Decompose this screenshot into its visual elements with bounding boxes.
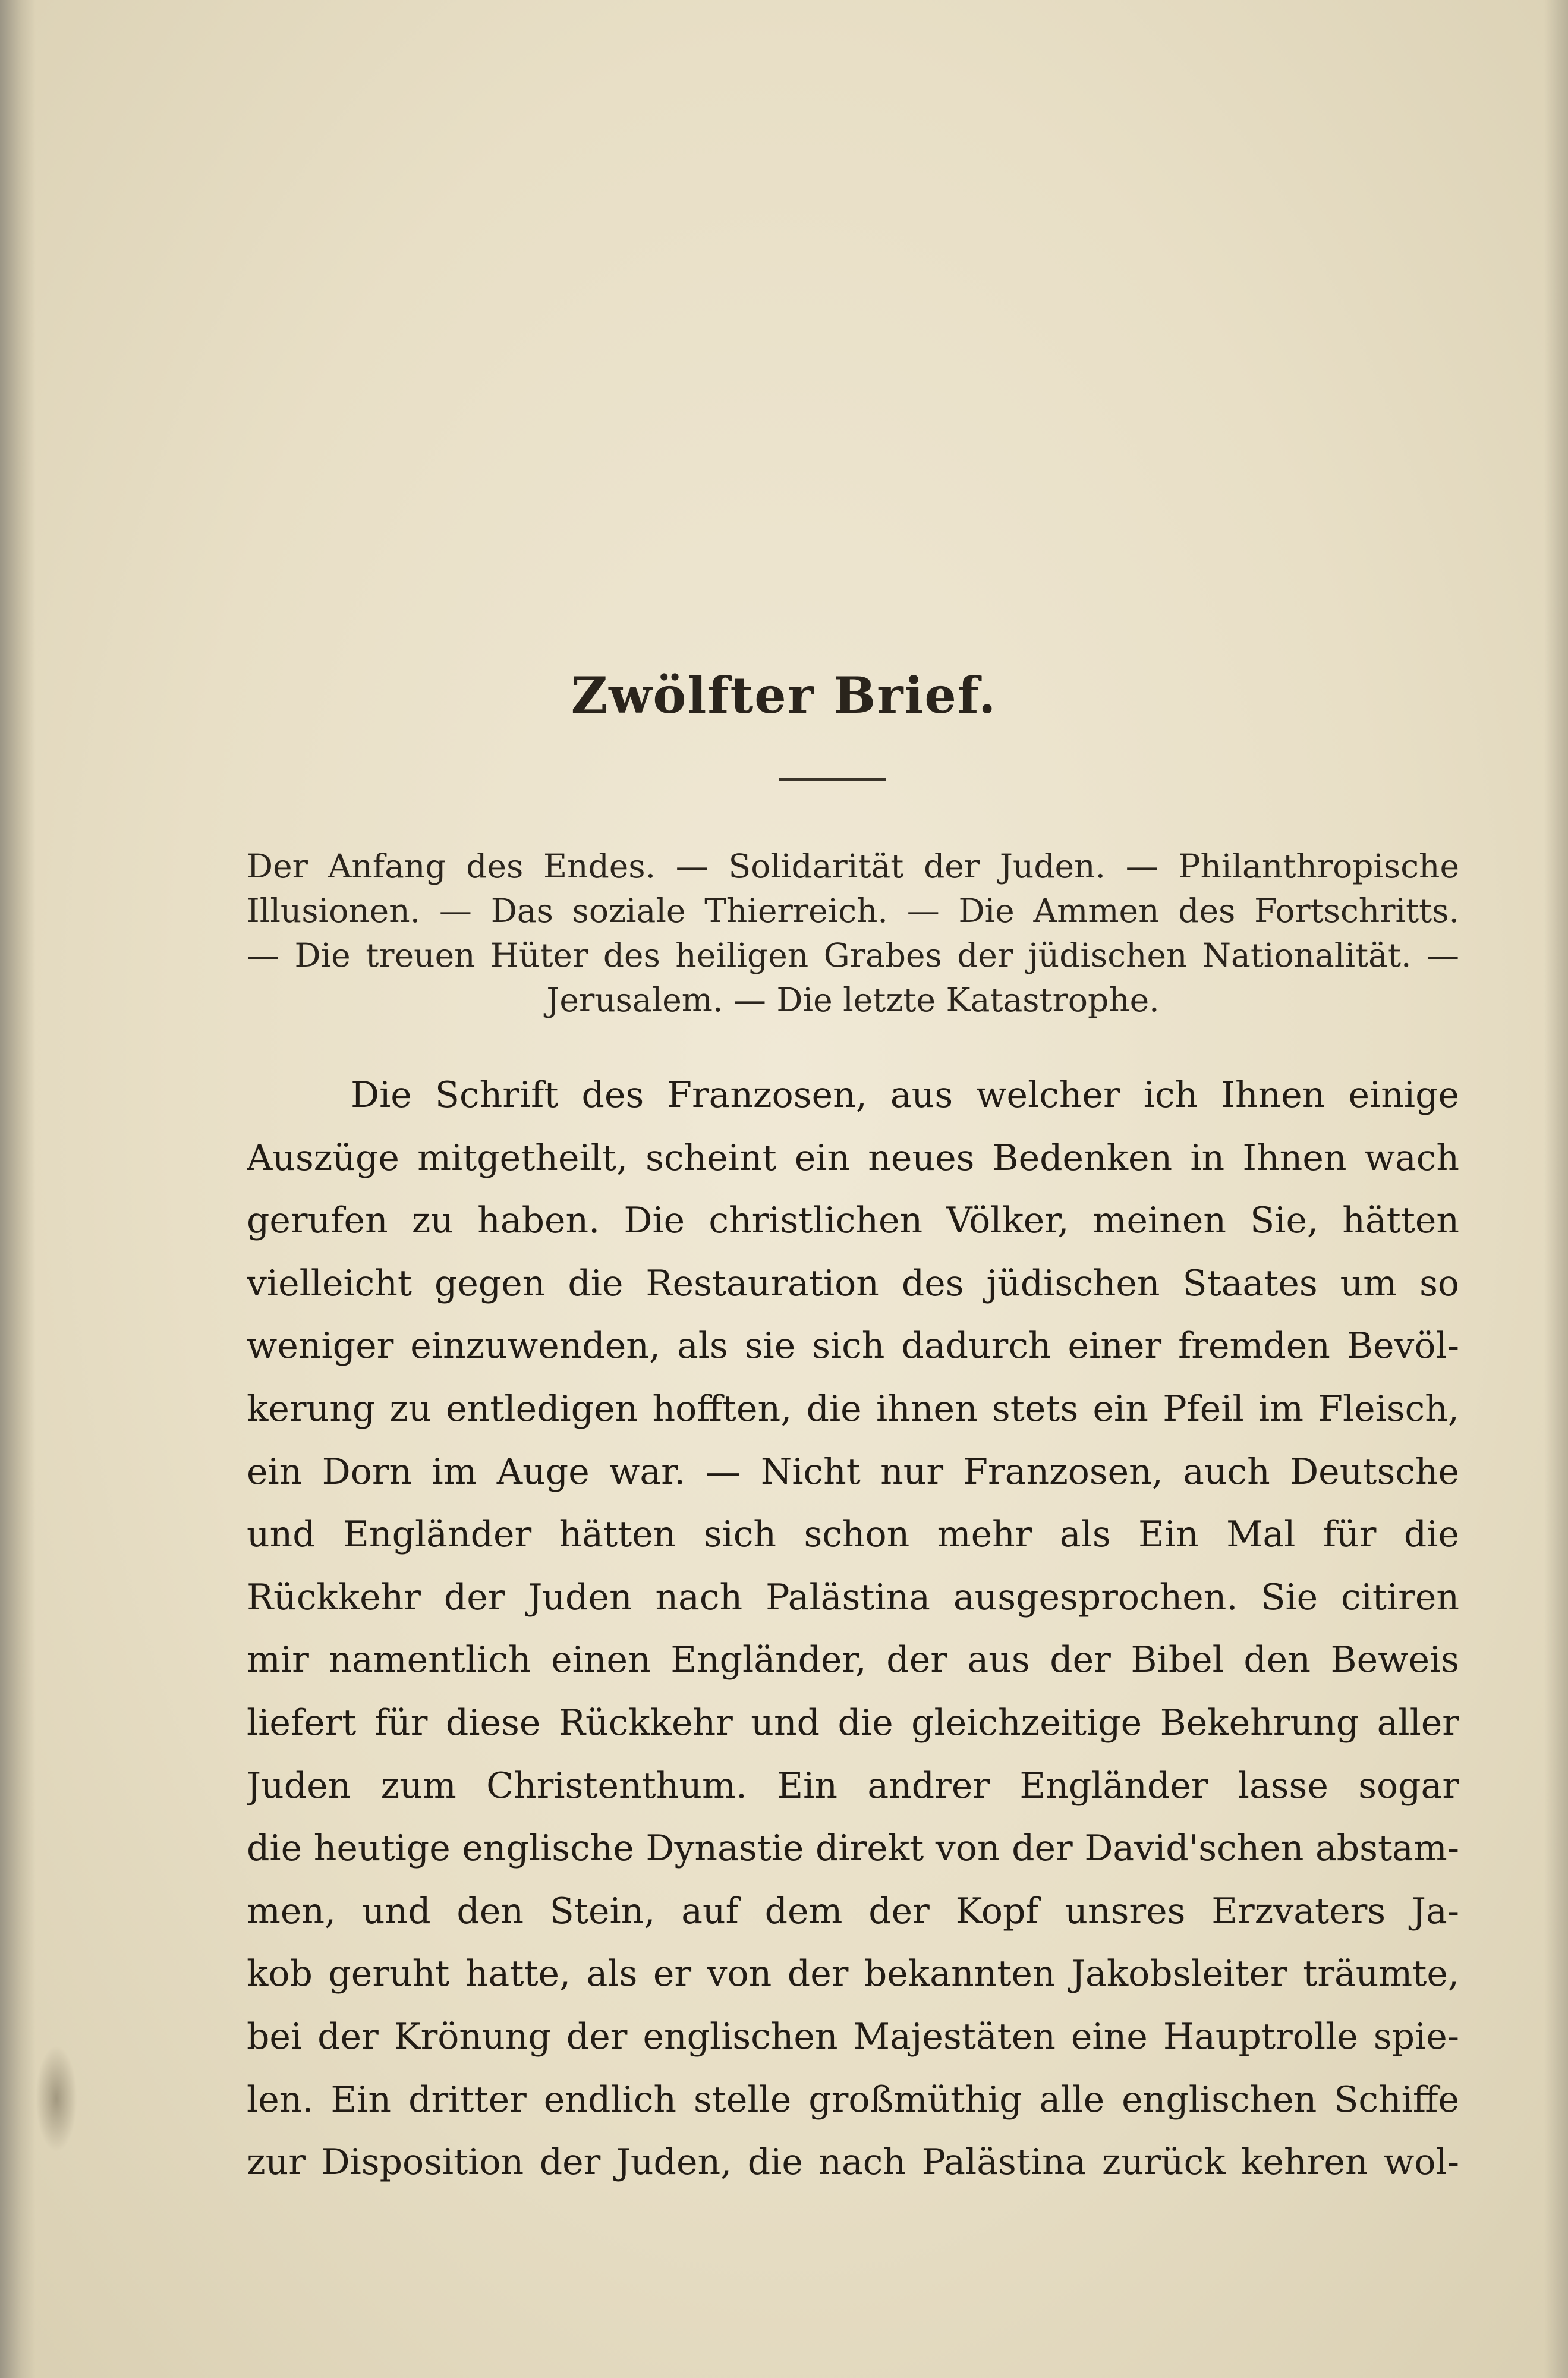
- body-line: ein Dorn im Auge war. — Nicht nur Franzosen, auch Deutsche: [247, 1451, 1459, 1493]
- body-line: mir namentlich einen Engländer, der aus der Bibel den Beweis: [247, 1639, 1459, 1681]
- summary-line: Der Anfang des Endes. — Solidarität der Juden. — Philanthropische: [247, 847, 1459, 885]
- body-line: Rückkehr der Juden nach Palästina ausgesprochen. Sie citiren: [247, 1576, 1459, 1618]
- body-line: Auszüge mitgetheilt, scheint ein neues Bedenken in Ihnen wach: [247, 1137, 1459, 1179]
- title-divider: [779, 778, 886, 781]
- summary-line: — Die treuen Hüter des heiligen Grabes der jüdischen Nationalität. —: [247, 936, 1459, 974]
- summary-line: Jerusalem. — Die letzte Katastrophe.: [546, 981, 1160, 1019]
- body-line: gerufen zu haben. Die christlichen Völker, meinen Sie, hätten: [247, 1200, 1459, 1242]
- body-line: Die Schrift des Franzosen, aus welcher ich Ihnen einige: [351, 1074, 1459, 1116]
- body-paragraph: [247, 1064, 1459, 2194]
- bleed-through-texture: [226, 119, 1427, 654]
- body-line: men, und den Stein, auf dem der Kopf unsres Erzvaters Ja-: [247, 1890, 1459, 1932]
- body-line: liefert für diese Rückkehr und die gleichzeitige Bekehrung aller: [247, 1701, 1459, 1744]
- page-stain: [36, 2045, 77, 2152]
- body-line: die heutige englische Dynastie direkt von der David'schen abstam-: [247, 1827, 1459, 1870]
- body-line: kob geruht hatte, als er von der bekannten Jakobsleiter träumte,: [247, 1953, 1459, 1995]
- body-line: und Engländer hätten sich schon mehr als Ein Mal für die: [247, 1514, 1459, 1556]
- body-line: Juden zum Christenthum. Ein andrer Engländer lasse sogar: [247, 1764, 1459, 1807]
- body-line: kerung zu entledigen hofften, die ihnen stets ein Pfeil im Fleisch,: [247, 1388, 1459, 1430]
- summary-line: Illusionen. — Das soziale Thierreich. — Die Ammen des Fortschritts.: [247, 892, 1459, 930]
- body-line: weniger einzuwenden, als sie sich dadurch einer fremden Bevöl-: [247, 1325, 1459, 1367]
- chapter-title: Zwölfter Brief.: [571, 666, 997, 725]
- body-line: zur Disposition der Juden, die nach Palästina zurück kehren wol-: [247, 2141, 1459, 2184]
- body-line: bei der Krönung der englischen Majestäten eine Hauptrolle spie-: [247, 2015, 1459, 2058]
- body-line: vielleicht gegen die Restauration des jüdischen Staates um so: [247, 1262, 1459, 1304]
- body-line: len. Ein dritter endlich stelle großmüthig alle englischen Schiffe: [247, 2078, 1459, 2121]
- chapter-summary: [247, 844, 1459, 1023]
